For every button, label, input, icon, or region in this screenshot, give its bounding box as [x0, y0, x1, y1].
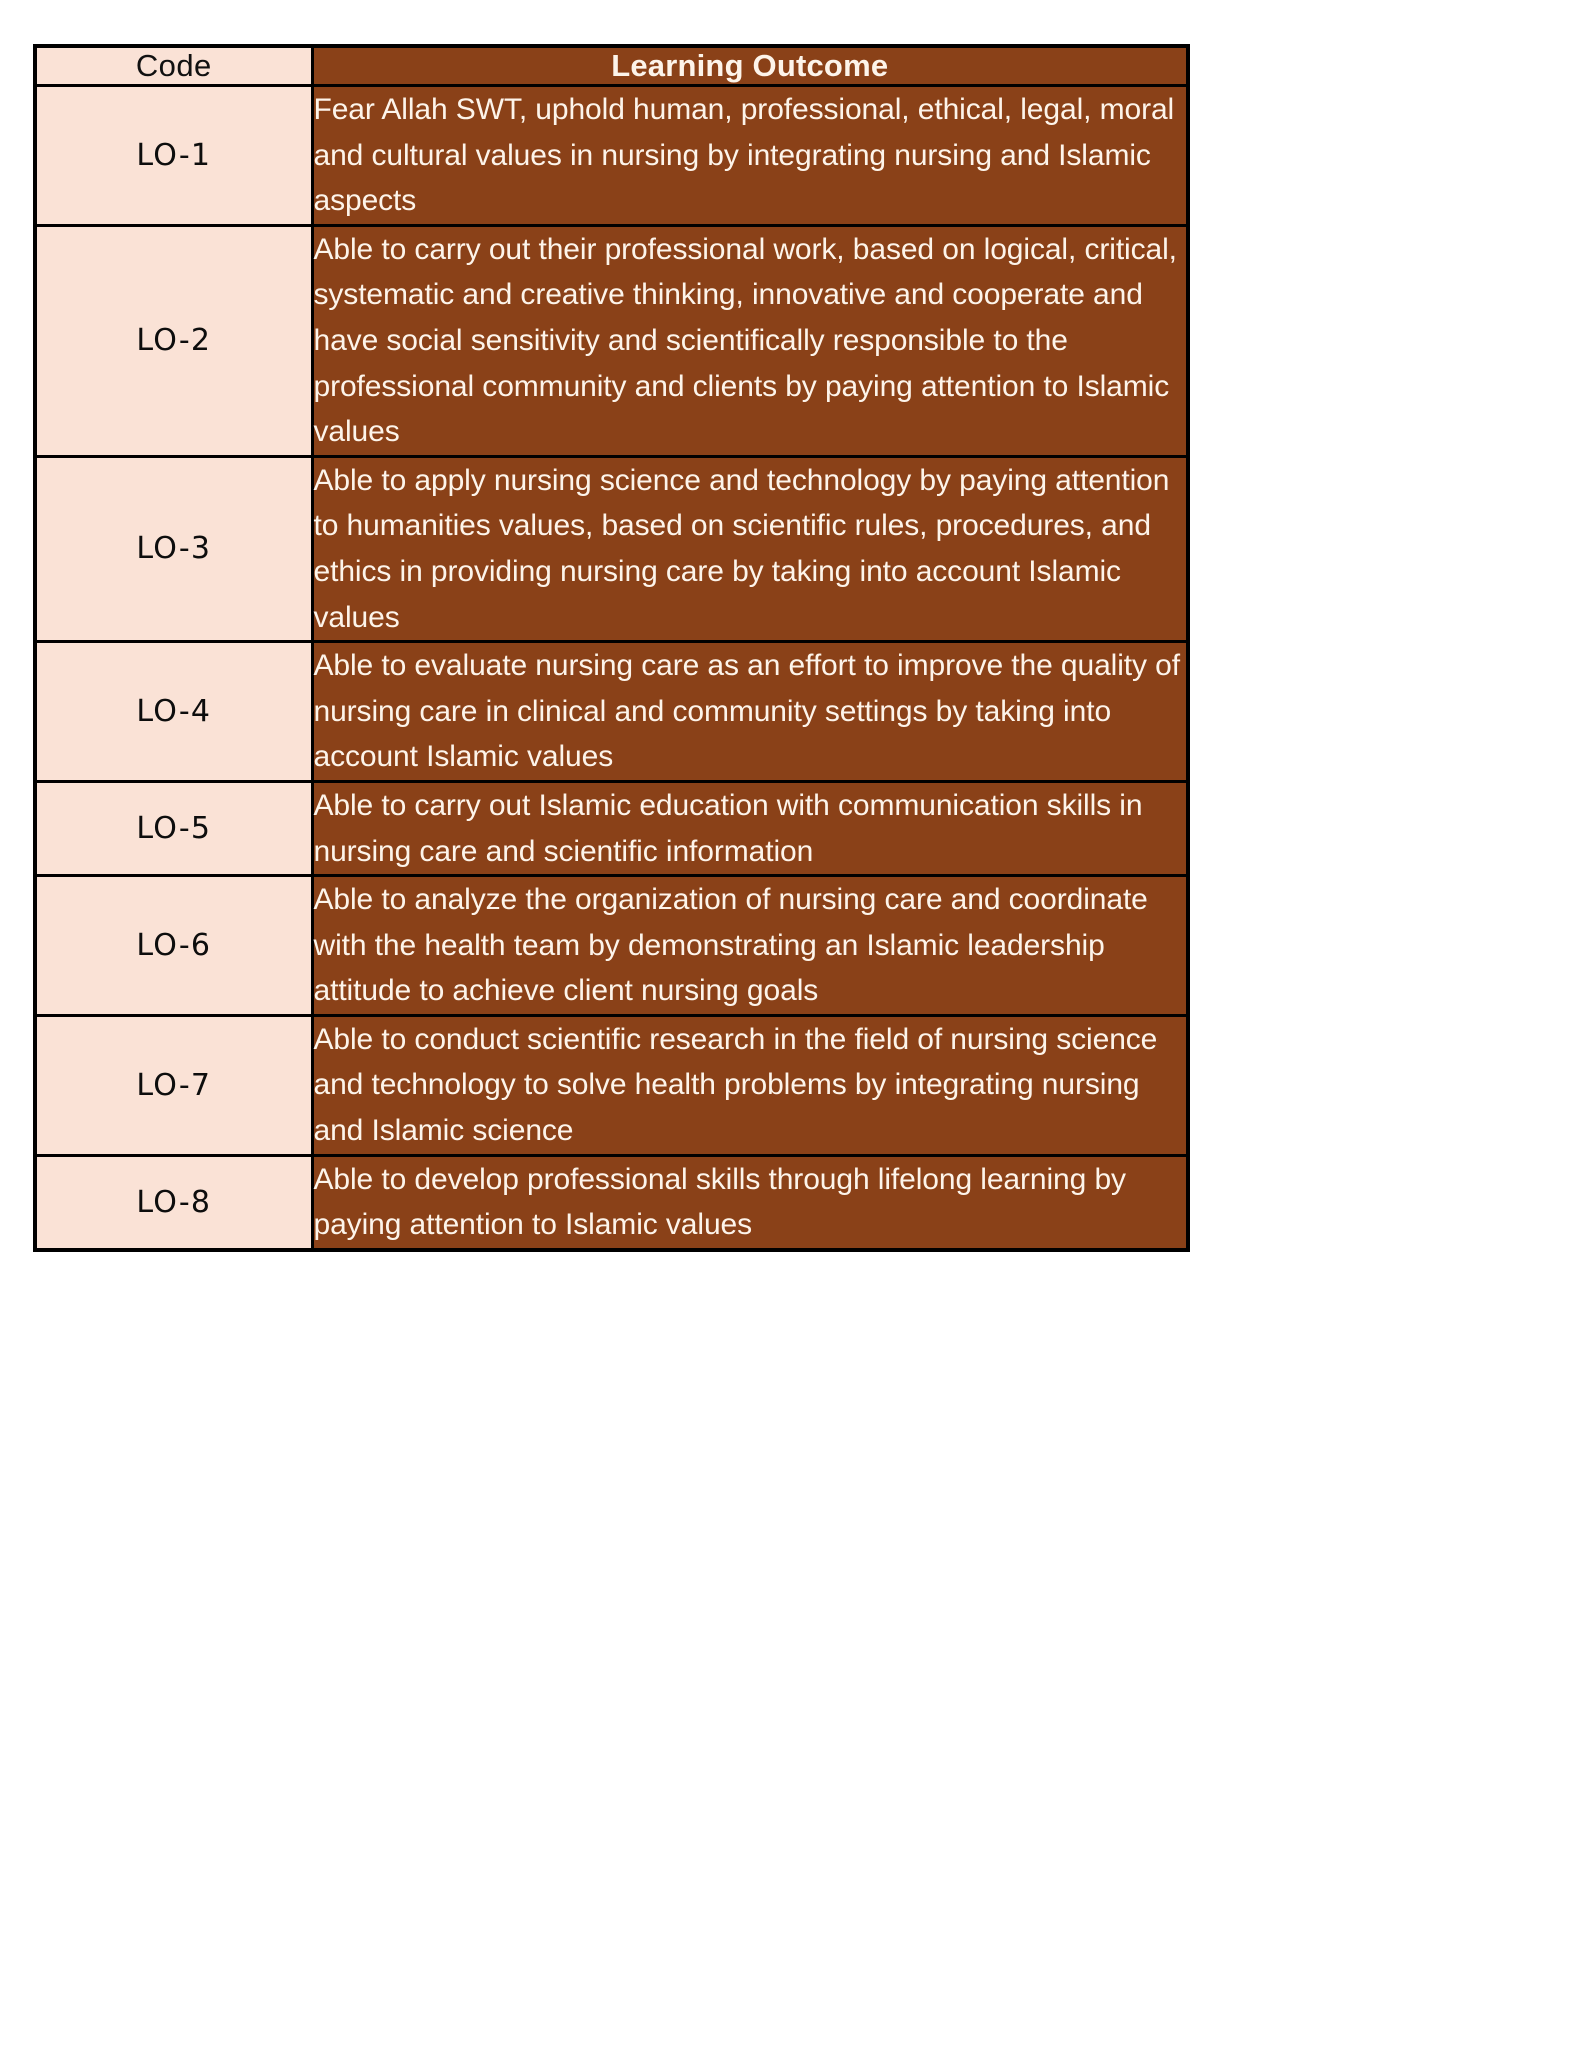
- outcome-text: Fear Allah SWT, uphold human, professional, ethical, legal, moral and cultural values in nursing by integrating nursing and Islamic aspects: [313, 93, 1175, 218]
- cell-code: LO-4: [35, 642, 312, 782]
- table-row: [35, 456, 1188, 641]
- outcome-text: Able to carry out their professional work, based on logical, critical, systematic and creative thinking, innovative and cooperate and have social sensitivity and scientifically responsible to the professional community and clients by paying attention to Islamic values: [313, 232, 1177, 449]
- learning-outcome-table-wrapper: [33, 44, 1186, 1252]
- cell-learning-outcome: [312, 876, 1188, 1016]
- header-row: [35, 46, 1188, 86]
- cell-learning-outcome: [312, 1015, 1188, 1155]
- cell-code: LO-3: [35, 456, 312, 641]
- cell-code: LO-2: [35, 225, 312, 456]
- cell-learning-outcome: [312, 781, 1188, 875]
- table-row: [35, 225, 1188, 456]
- outcome-text: Able to develop professional skills through lifelong learning by paying attention to Islamic values: [313, 1162, 1126, 1242]
- table-row: [35, 1015, 1188, 1155]
- cell-learning-outcome: [312, 1155, 1188, 1250]
- table-row: [35, 86, 1188, 226]
- table-row: [35, 642, 1188, 782]
- table-header: [35, 46, 1188, 86]
- table-body: [35, 86, 1188, 1250]
- outcome-text: Able to analyze the organization of nursing care and coordinate with the health team by demonstrating an Islamic leadership attitude to achieve client nursing goals: [313, 883, 1148, 1008]
- table-row: [35, 1155, 1188, 1250]
- cell-learning-outcome: [312, 456, 1188, 641]
- outcome-text: Able to evaluate nursing care as an effort to improve the quality of nursing care in clinical and community settings by taking into account Islamic values: [313, 649, 1180, 774]
- cell-learning-outcome: [312, 642, 1188, 782]
- column-header-code: Code: [35, 46, 312, 86]
- learning-outcome-table: [33, 44, 1190, 1252]
- outcome-text: Able to carry out Islamic education with communication skills in nursing care and scientific information: [313, 788, 1143, 868]
- outcome-text: Able to conduct scientific research in the field of nursing science and technology to solve health problems by integrating nursing and Islamic science: [313, 1022, 1158, 1148]
- cell-code: LO-1: [35, 86, 312, 226]
- cell-learning-outcome: [312, 225, 1188, 456]
- cell-code: LO-5: [35, 781, 312, 875]
- column-header-learning-outcome: Learning Outcome: [312, 46, 1188, 86]
- table-row: [35, 781, 1188, 875]
- cell-code: LO-7: [35, 1015, 312, 1155]
- cell-learning-outcome: [312, 86, 1188, 226]
- cell-code: LO-8: [35, 1155, 312, 1250]
- cell-code: LO-6: [35, 876, 312, 1016]
- outcome-text: Able to apply nursing science and technology by paying attention to humanities values, based on scientific rules, procedures, and ethics in providing nursing care by taking into account Islamic values: [313, 463, 1170, 634]
- table-row: [35, 876, 1188, 1016]
